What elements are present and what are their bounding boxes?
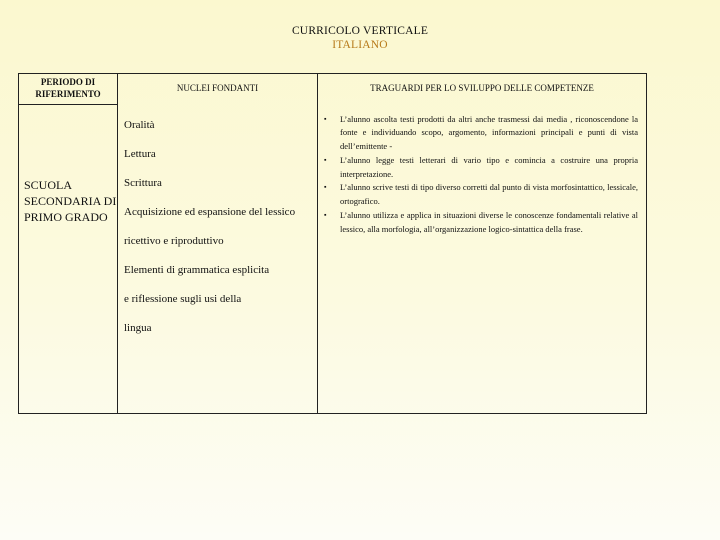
content-row (19, 105, 647, 414)
traguardo-item (324, 181, 638, 209)
column-header-traguardi: TRAGUARDI PER LO SVILUPPO DELLE COMPETENZE (318, 74, 647, 105)
period-cell: SCUOLA SECONDARIA DI PRIMO GRADO (19, 105, 118, 414)
nucleo-item: lingua (124, 321, 152, 334)
nucleo-item: Elementi di grammatica esplicita (124, 263, 270, 276)
nucleo-item: Lettura (124, 147, 156, 160)
traguardo-text: L’alunno ascolta testi prodotti da altri anche trasmessi dai media , riconoscendone la fonte e individuando scopo, argomento, informazioni principali e punti di vista dell’emittente - (340, 113, 638, 152)
traguardo-item (324, 154, 638, 182)
traguardo-text: L’alunno legge testi letterari di vario tipo e comincia a costruire una propria interpretazione. (340, 154, 638, 179)
subject-title: ITALIANO (332, 39, 388, 51)
traguardo-item (324, 113, 638, 154)
column-header-period: PERIODO DI RIFERIMENTO (19, 74, 118, 105)
square-bullet-icon: ▪ (324, 183, 327, 192)
square-bullet-icon: ▪ (324, 211, 327, 220)
traguardo-text: L’alunno scrive testi di tipo diverso corretti dal punto di vista morfosintattico, lessicale, ortografico. (340, 182, 638, 207)
header-row (19, 74, 647, 105)
curriculum-table (18, 73, 647, 414)
nucleo-item: Oralità (124, 118, 155, 131)
nuclei-cell (118, 105, 318, 414)
traguardi-cell (318, 105, 647, 414)
nucleo-item: ricettivo e riproduttivo (124, 234, 224, 247)
traguardo-text: L’alunno utilizza e applica in situazioni diverse le conoscenze fondamentali relative al lessico, alla morfologia, all’organizzazione logico-sintattica della frase. (340, 210, 638, 234)
nucleo-item: Scrittura (124, 176, 162, 189)
nuclei-list (118, 105, 317, 349)
nucleo-item: Acquisizione ed espansione del lessico (124, 205, 296, 218)
nucleo-item: e riflessione sugli usi della (124, 292, 242, 305)
traguardi-list (318, 105, 646, 237)
page-title: CURRICOLO VERTICALE (291, 25, 429, 37)
column-header-nuclei: NUCLEI FONDANTI (118, 74, 318, 105)
square-bullet-icon: ▪ (324, 155, 327, 164)
traguardo-item (324, 209, 638, 237)
square-bullet-icon: ▪ (324, 114, 327, 123)
